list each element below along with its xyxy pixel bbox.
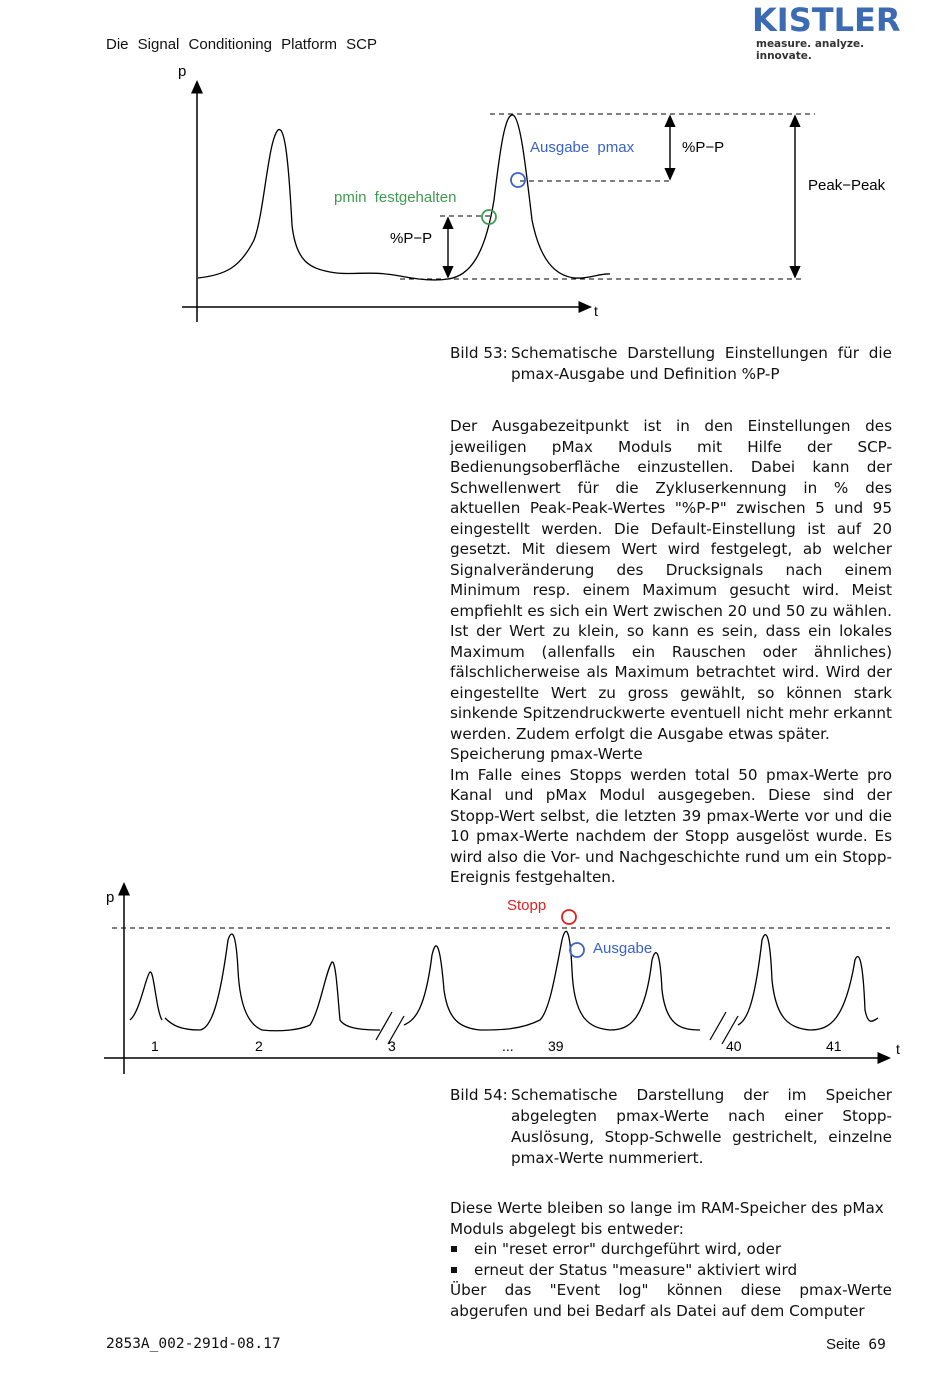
fig1-pmin-label: pmin festgehalten bbox=[334, 189, 457, 206]
fig2-output-marker bbox=[570, 943, 584, 957]
fig2-cycle-label: 40 bbox=[726, 1038, 742, 1054]
fig2-cycle-label: ... bbox=[502, 1038, 514, 1054]
fig2-break-mark-2a bbox=[710, 1012, 726, 1040]
list-item: erneut der Status "measure" aktiviert wird bbox=[450, 1260, 892, 1281]
fig2-cycle-label: 41 bbox=[826, 1038, 842, 1054]
fig1-output-label: Ausgabe pmax bbox=[530, 139, 635, 156]
fig1-x-axis-label: t bbox=[594, 303, 598, 319]
fig1-pp-label-left: %P−P bbox=[390, 230, 433, 247]
page-header-title: Die Signal Conditioning Platform SCP bbox=[106, 36, 377, 53]
condition-list bbox=[450, 1239, 892, 1280]
paragraph-stop-values: Im Falle eines Stopps werden total 50 pmax-Werte pro Kanal und pMax Modul ausgegeben. Diese sind der Stopp-Wert selbst, die letzten 39 pmax-Werte vor und die 10 pmax-Werte nachdem der Stopp ausgelöst wurde. Es wird also die Vor- und Nachgeschichte rund um ein Stopp-Ereignis festgehalten. bbox=[450, 765, 892, 886]
caption-53-text: Schematische Darstellung Einstellungen für die pmax-Ausgabe und Definition %P-P bbox=[511, 344, 892, 383]
caption-54-label: Bild 54: bbox=[450, 1086, 508, 1104]
fig2-cycle-label: 1 bbox=[151, 1038, 159, 1054]
fig1-y-axis-label: p bbox=[178, 63, 187, 80]
logo-word: KISTLER bbox=[752, 1, 901, 39]
footer-page-label: Seite bbox=[826, 1336, 861, 1353]
footer-page-number: 69 bbox=[868, 1337, 886, 1353]
list-item: ein "reset error" durchgeführt wird, oder bbox=[450, 1239, 892, 1260]
section-heading-storage: Speicherung pmax-Werte bbox=[450, 745, 643, 763]
fig2-break-mark-1a bbox=[376, 1012, 392, 1040]
caption-54-text: Schematische Darstellung der im Speicher abgelegten pmax-Werte nach einer Stopp-Auslösung, Stopp-Schwelle gestrichelt, einzelne pmax-Werte nummeriert. bbox=[511, 1086, 892, 1167]
figure-53-diagram bbox=[0, 0, 950, 340]
fig2-cycle-label: 3 bbox=[388, 1038, 396, 1054]
fig1-pmin-marker bbox=[482, 210, 496, 224]
footer-page bbox=[826, 1336, 886, 1353]
paragraph-output-timing: Der Ausgabezeitpunkt ist in den Einstellungen des jeweiligen pMax Moduls mit Hilfe der SCP-Bedienungsoberfläche einzustellen. Dabei kann der Schwellenwert für die Zykluserkennung in % des aktuellen Peak-Peak-Wertes "%P-P" zwischen 5 und 95 eingestellt werden. Die Default-Einstellung ist auf 20 gesetzt. Mit diesem Wert wird festgelegt, ab welcher Signalveränderung des Drucksignals nach einem Minimum resp. einem Maximum gesucht wird. Meist empfiehlt es sich ein Wert zwischen 20 und 50 zu wählen. Ist der Wert zu klein, so kann es sein, dass ein lokales Maximum (allenfalls ein Rauschen oder ähnliches) fälschlicherweise als Maximum betrachtet wird. Wird der eingestellte Wert zu gross gewählt, so können stark sinkende Spitzendruckwerte eventuell nicht mehr erkannt werden. Zudem erfolgt die Ausgabe etwas später. bbox=[450, 417, 892, 743]
caption-53-label: Bild 53: bbox=[450, 344, 508, 362]
fig1-output-marker bbox=[511, 173, 525, 187]
footer-doc-number: 2853A_002-291d-08.17 bbox=[106, 1336, 281, 1352]
fig2-cycle-label: 2 bbox=[255, 1038, 263, 1054]
figure-54-caption bbox=[450, 1085, 892, 1169]
fig2-stop-label: Stopp bbox=[507, 897, 547, 914]
fig2-x-axis-label: t bbox=[896, 1041, 900, 1057]
fig2-y-axis-label: p bbox=[106, 889, 115, 906]
paragraph-ram-intro: Diese Werte bleiben so lange im RAM-Speicher des pMax Moduls abgelegt bis entweder: bbox=[450, 1199, 884, 1238]
body-text-section-1 bbox=[450, 416, 892, 888]
body-text-section-2 bbox=[450, 1198, 892, 1321]
figure-54-diagram bbox=[0, 880, 950, 1080]
figure-53-caption bbox=[450, 343, 892, 385]
fig2-output-label: Ausgabe bbox=[593, 940, 653, 957]
fig2-cycle-label: 39 bbox=[548, 1038, 564, 1054]
fig2-stop-marker bbox=[562, 910, 576, 924]
fig1-pp-label-right: %P−P bbox=[682, 139, 725, 156]
logo-tagline: measure. analyze. innovate. bbox=[756, 38, 865, 62]
fig1-peak-peak-label: Peak−Peak bbox=[808, 177, 886, 194]
fig2-signal-curve bbox=[130, 931, 878, 1030]
paragraph-event-log: Über das "Event log" können diese pmax-Werte abgerufen und bei Bedarf als Datei auf dem Computer bbox=[450, 1281, 892, 1320]
